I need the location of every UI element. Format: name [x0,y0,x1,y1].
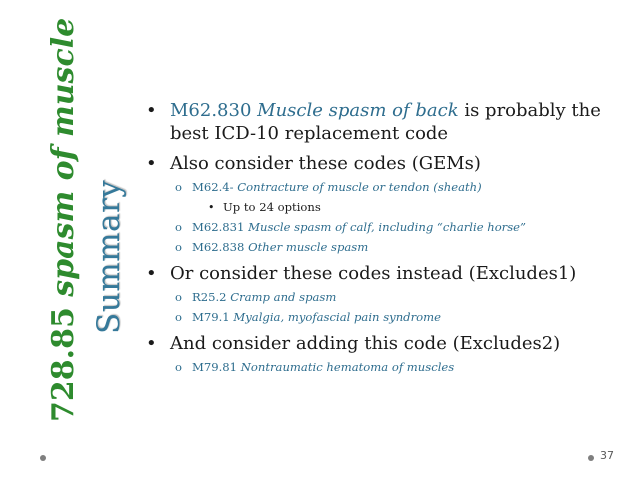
sub-item [145,240,625,255]
sub-item [145,360,625,375]
sub-bullet-marker: o [175,310,182,324]
sub-item-code: M62.831 [192,220,249,234]
bullet-list [145,99,625,375]
sub-item [145,220,625,235]
sub-item-desc: Nontraumatic hematoma of muscles [240,360,455,374]
sub-item-desc: Muscle spasm of calf, including “charlie horse” [248,220,526,234]
sub-item [145,310,625,325]
bullet-1-code: M62.830 [170,100,258,121]
bullet-marker: • [146,153,157,174]
sub-item-code: M62.838 [192,240,249,254]
sub-item-code: M79.1 [192,310,234,324]
sub-item [145,290,625,305]
title-code: 728.85 [46,296,81,422]
sub-sub-bullet-marker: • [208,201,215,214]
sub-item-desc: Myalgia, myofascial pain syndrome [233,310,441,324]
sub-item-code: M79.81 [192,360,241,374]
bullet-1-rest: is probably the best ICD-10 replacement code [170,100,601,144]
bullet-marker: • [146,263,157,284]
sub-bullet-marker: o [175,180,182,194]
slide-title [46,17,81,422]
sub-bullet-marker: o [175,290,182,304]
bullet-1-desc: Muscle spasm of back [257,100,459,121]
bullet-2-text: Also consider these codes (GEMs) [170,153,481,174]
footer-left-dot [40,455,46,461]
sub-item-desc: Cramp and spasm [230,290,337,304]
bullet-item-1 [145,99,625,145]
sub-bullet-marker: o [175,240,182,254]
bullet-item-3 [145,262,625,285]
sub-item [145,180,625,195]
sub-item-desc: Contracture of muscle or tendon (sheath) [237,180,482,194]
footer-right-dot [588,455,594,461]
sub-item-code: M62.4- [192,180,238,194]
bullet-4-text: And consider adding this code (Excludes2) [170,333,561,354]
bullet-marker: • [146,333,157,354]
bullet-item-2 [145,152,625,175]
sub-item-code: R25.2 [192,290,231,304]
bullet-marker: • [146,100,157,121]
sub-bullet-marker: o [175,220,182,234]
sub-sub-item-text: Up to 24 options [223,200,321,214]
sub-item-desc: Other muscle spasm [248,240,369,254]
page-number: 37 [600,449,614,462]
sub-bullet-marker: o [175,360,182,374]
slide-subtitle: Summary [91,179,127,334]
title-text: spasm of muscle [46,17,81,297]
sub-sub-item [145,200,625,215]
bullet-3-text: Or consider these codes instead (Excludes1) [170,263,577,284]
bullet-item-4 [145,332,625,355]
